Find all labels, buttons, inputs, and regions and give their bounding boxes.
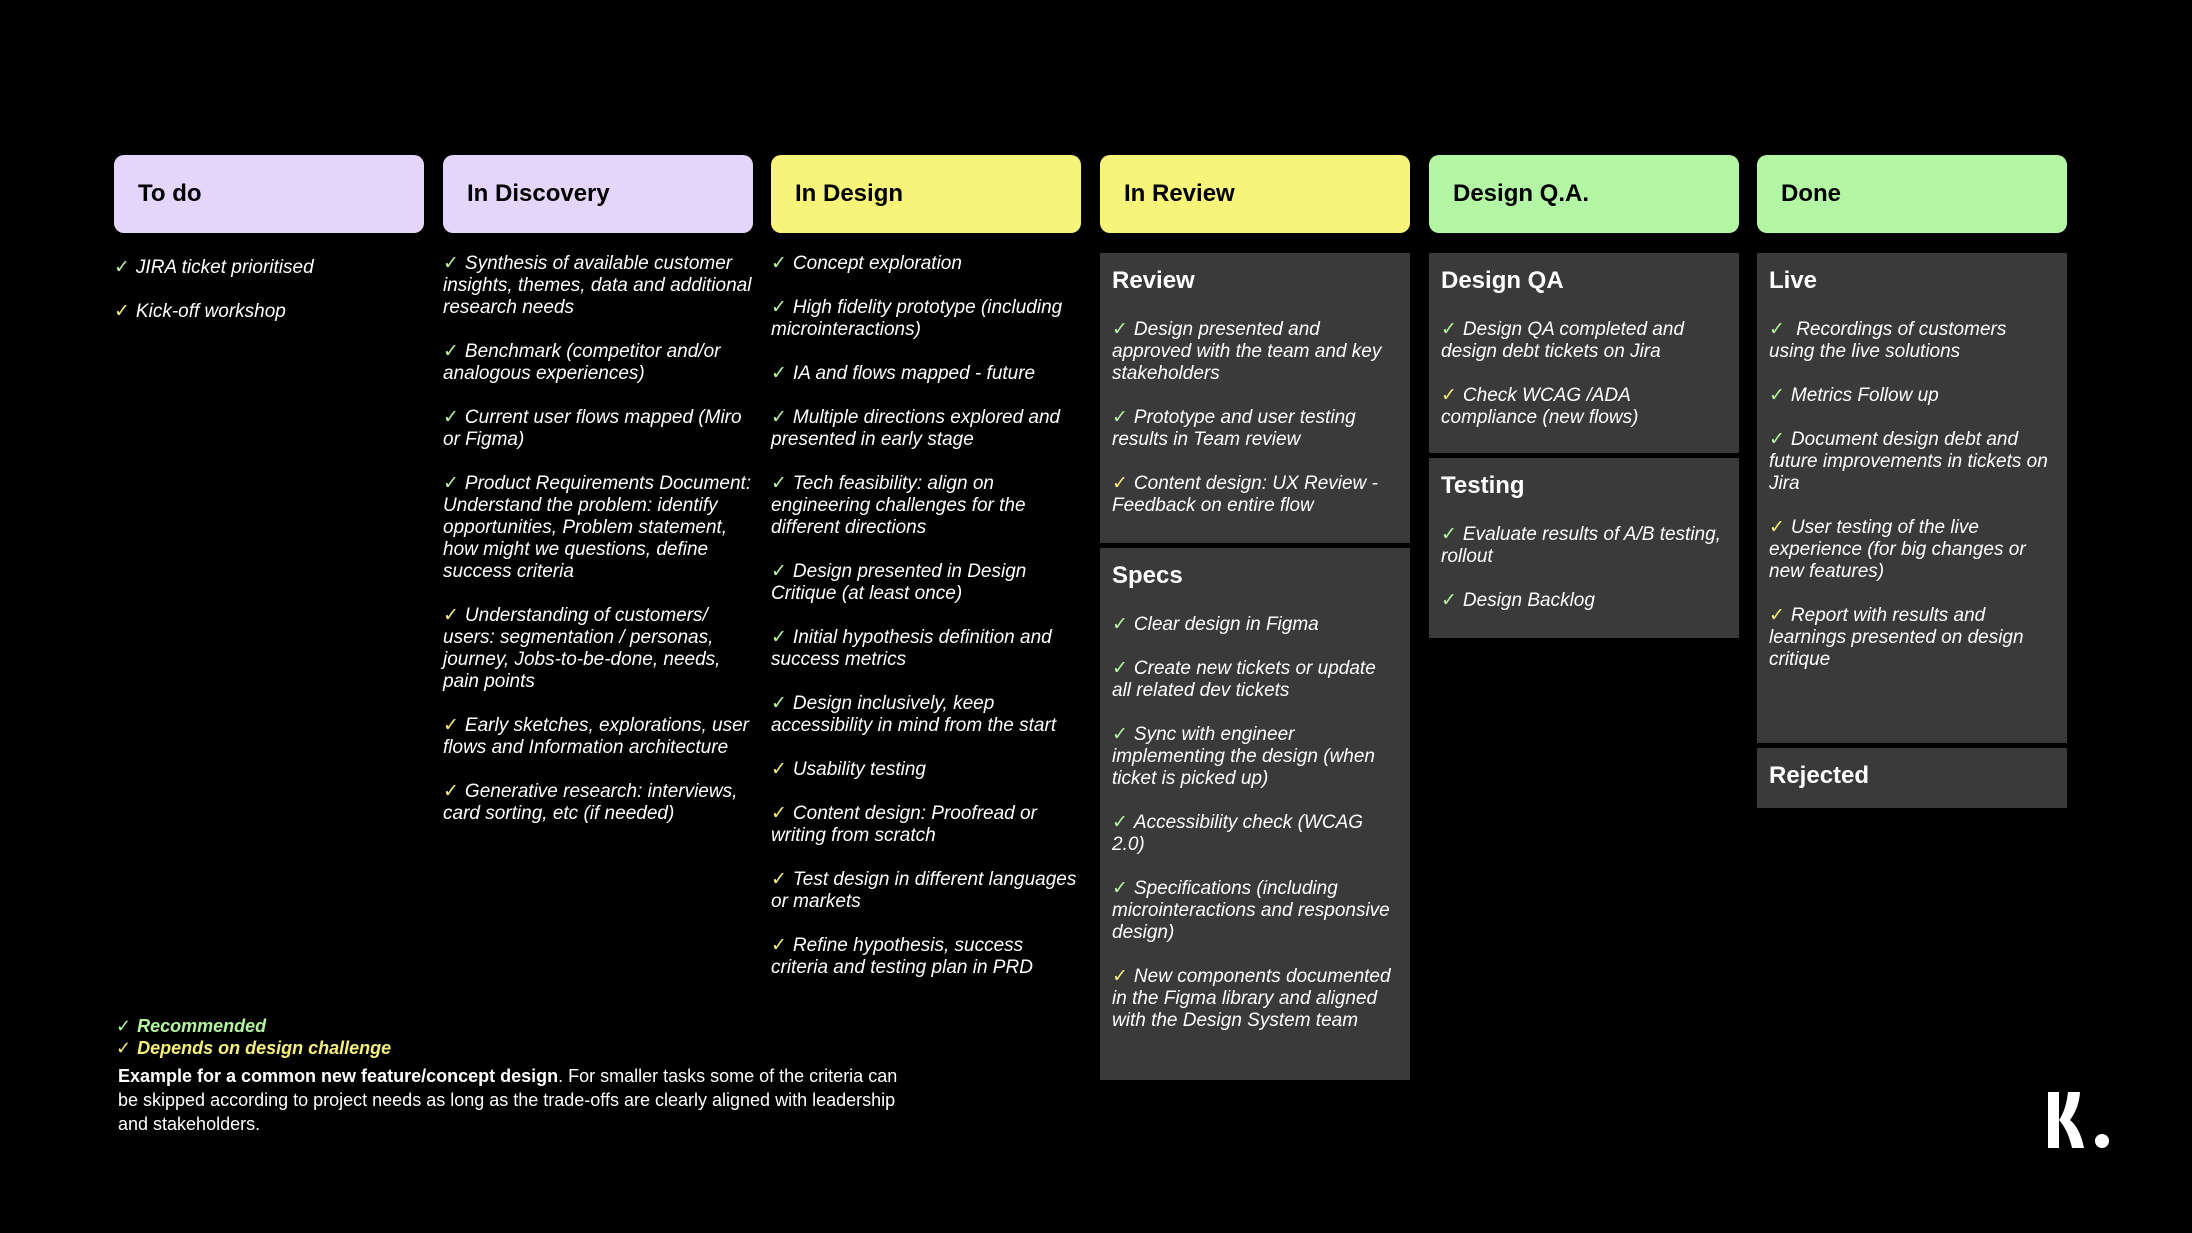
check-icon: ✓ — [1112, 614, 1128, 635]
checklist-item — [1769, 385, 2055, 407]
checklist-item — [443, 473, 753, 583]
check-icon: ✓ — [771, 561, 787, 582]
checklist-item — [1441, 385, 1727, 429]
checklist-item — [1769, 517, 2055, 583]
checklist-item-text: IA and flows mapped - future — [792, 363, 1036, 384]
checklist-item-text: Tech feasibility: align on engineering challenges for the different directions — [771, 473, 1026, 538]
panel-rejected — [1757, 748, 2067, 808]
checklist-item — [1112, 724, 1398, 790]
panel-live — [1757, 253, 2067, 743]
check-icon: ✓ — [771, 253, 787, 274]
check-icon: ✓ — [1441, 524, 1457, 545]
column-header[interactable]: In Design — [771, 155, 1081, 233]
checklist-item — [771, 363, 1081, 385]
check-icon: ✓ — [771, 869, 787, 890]
check-icon: ✓ — [771, 407, 787, 428]
checklist-item-text: Refine hypothesis, success criteria and testing plan in PRD — [771, 935, 1033, 978]
column-header[interactable]: Design Q.A. — [1429, 155, 1739, 233]
panel-specs — [1100, 548, 1410, 1080]
checklist-item — [771, 803, 1081, 847]
check-icon: ✓ — [1769, 319, 1785, 340]
checklist-item-text: Report with results and learnings presented on design critique — [1769, 605, 2024, 670]
checklist-item — [1112, 407, 1398, 451]
checklist-item — [443, 341, 753, 385]
checklist-item-text: Current user flows mapped (Miro or Figma) — [443, 407, 742, 450]
check-icon: ✓ — [1112, 658, 1128, 679]
column-done — [1757, 155, 2067, 813]
panel-title: Rejected — [1769, 762, 1870, 789]
checklist-item — [771, 759, 1081, 781]
panel-review — [1100, 253, 1410, 543]
checklist-item-text: Content design: Proofread or writing from scratch — [771, 803, 1037, 846]
check-icon: ✓ — [1441, 590, 1457, 611]
checklist-item-text: Create new tickets or update all related dev tickets — [1112, 658, 1376, 701]
checklist-item-text: Product Requirements Document: Understand the problem: identify opportunities, Problem statement, how might we questions, define success criteria — [443, 473, 752, 582]
check-icon: ✓ — [443, 781, 459, 802]
column-items — [1757, 253, 2067, 808]
checklist-item — [771, 253, 1081, 275]
column-to-do — [114, 155, 424, 345]
legend — [116, 1015, 391, 1059]
column-items — [1429, 253, 1739, 638]
checklist-item-text: User testing of the live experience (for big changes or new features) — [1769, 517, 2026, 582]
column-header[interactable]: In Discovery — [443, 155, 753, 233]
check-icon: ✓ — [116, 1016, 132, 1036]
check-icon: ✓ — [443, 407, 459, 428]
checklist-item — [1112, 658, 1398, 702]
checklist-item-text: Concept exploration — [792, 253, 962, 274]
column-items — [771, 253, 1081, 979]
check-icon: ✓ — [1112, 319, 1128, 340]
checklist-item — [771, 869, 1081, 913]
checklist-item — [1112, 966, 1398, 1032]
checklist-item-text: Content design: UX Review - Feedback on entire flow — [1112, 473, 1378, 516]
check-icon: ✓ — [1441, 319, 1457, 340]
check-icon: ✓ — [443, 473, 459, 494]
checklist-item — [771, 473, 1081, 539]
checklist-item-text: Kick-off workshop — [135, 301, 286, 322]
column-items — [1100, 253, 1410, 1080]
checklist-item-text: Recordings of customers using the live solutions — [1769, 319, 2007, 362]
check-icon: ✓ — [116, 1038, 132, 1058]
checklist-item-text: Synthesis of available customer insights, themes, data and additional research needs — [443, 253, 752, 318]
footnote — [118, 1064, 918, 1136]
column-in-review — [1100, 155, 1410, 1085]
checklist-item-text: Understanding of customers/ users: segmentation / personas, journey, Jobs-to-be-done, needs, pain points — [443, 605, 721, 692]
check-icon: ✓ — [443, 253, 459, 274]
panel-title: Design QA — [1441, 267, 1564, 294]
checklist-item — [1112, 319, 1398, 385]
checklist-item-text: New components documented in the Figma library and aligned with the Design System team — [1112, 966, 1391, 1031]
check-icon: ✓ — [1769, 517, 1785, 538]
check-icon: ✓ — [443, 341, 459, 362]
column-design-q-a — [1429, 155, 1739, 643]
panel-testing — [1429, 458, 1739, 638]
check-icon: ✓ — [771, 759, 787, 780]
check-icon: ✓ — [114, 257, 130, 278]
checklist-item — [114, 257, 424, 279]
check-icon: ✓ — [771, 935, 787, 956]
checklist-item-text: Design presented and approved with the team and key stakeholders — [1112, 319, 1382, 384]
checklist-item-text: Design Backlog — [1462, 590, 1595, 611]
checklist-item — [771, 407, 1081, 451]
checklist-item — [771, 297, 1081, 341]
check-icon: ✓ — [1112, 812, 1128, 833]
checklist-item-text: Document design debt and future improvements in tickets on Jira — [1769, 429, 2048, 494]
checklist-item — [771, 935, 1081, 979]
checklist-item — [443, 407, 753, 451]
check-icon: ✓ — [1769, 385, 1785, 406]
column-in-design — [771, 155, 1081, 1001]
check-icon: ✓ — [1112, 473, 1128, 494]
check-icon: ✓ — [114, 301, 130, 322]
checklist-item — [114, 301, 424, 323]
checklist-item-text: Test design in different languages or markets — [771, 869, 1077, 912]
legend-recommended: ✓ Recommended — [116, 1016, 267, 1036]
checklist-item — [1112, 473, 1398, 517]
column-header[interactable]: Done — [1757, 155, 2067, 233]
checklist-item-text: JIRA ticket prioritised — [135, 257, 314, 278]
check-icon: ✓ — [771, 803, 787, 824]
checklist-item — [443, 715, 753, 759]
checklist-item-text: Generative research: interviews, card sorting, etc (if needed) — [443, 781, 738, 824]
checklist-item-text: Sync with engineer implementing the design (when ticket is picked up) — [1112, 724, 1375, 789]
panel-title: Review — [1112, 267, 1195, 294]
checklist-item — [443, 605, 753, 693]
checklist-item-text: Benchmark (competitor and/or analogous experiences) — [443, 341, 721, 384]
checklist-item-text: Clear design in Figma — [1133, 614, 1319, 635]
checklist-item-text: Design presented in Design Critique (at least once) — [771, 561, 1027, 604]
check-icon: ✓ — [771, 297, 787, 318]
checklist-item — [1769, 605, 2055, 671]
checklist-item — [1112, 812, 1398, 856]
checklist-item-text: High fidelity prototype (including microinteractions) — [771, 297, 1063, 340]
panel-title: Live — [1769, 267, 1818, 294]
checklist-item — [443, 781, 753, 825]
column-items — [443, 253, 753, 825]
checklist-item-text: Design QA completed and design debt tickets on Jira — [1441, 319, 1685, 362]
checklist-item — [771, 693, 1081, 737]
checklist-item-text: Early sketches, explorations, user flows and Information architecture — [443, 715, 749, 758]
checklist-item-text: Usability testing — [792, 759, 926, 780]
checklist-item — [443, 253, 753, 319]
check-icon: ✓ — [443, 605, 459, 626]
checklist-item — [1112, 878, 1398, 944]
checklist-item — [771, 627, 1081, 671]
column-items — [114, 253, 424, 323]
checklist-item — [771, 561, 1081, 605]
legend-depends: ✓ Depends on design challenge — [116, 1038, 392, 1058]
checklist-item — [1769, 319, 2055, 363]
check-icon: ✓ — [443, 715, 459, 736]
panel-design-qa — [1429, 253, 1739, 453]
checklist-item — [1441, 590, 1727, 612]
checklist-item-text: Evaluate results of A/B testing, rollout — [1441, 524, 1721, 567]
checklist-item-text: Metrics Follow up — [1790, 385, 1939, 406]
checklist-item — [1441, 524, 1727, 568]
check-icon: ✓ — [771, 693, 787, 714]
checklist-item-text: Design inclusively, keep accessibility in mind from the start — [771, 693, 1057, 736]
panel-title: Testing — [1441, 472, 1525, 499]
check-icon: ✓ — [771, 473, 787, 494]
panel-title: Specs — [1112, 562, 1183, 589]
checklist-item — [1441, 319, 1727, 363]
checklist-item-text: Prototype and user testing results in Team review — [1112, 407, 1356, 450]
footnote-text: . For smaller tasks some of the criteria can be skipped according to project needs as long as the trade-offs are clearly aligned with leadership and stakeholders. — [118, 1066, 898, 1134]
checklist-item-text: Check WCAG /ADA compliance (new flows) — [1441, 385, 1639, 428]
footnote-bold: Example for a common new feature/concept design — [118, 1066, 559, 1086]
column-in-discovery — [443, 155, 753, 847]
column-header[interactable]: To do — [114, 155, 424, 233]
checklist-item-text: Accessibility check (WCAG 2.0) — [1112, 812, 1364, 855]
column-header[interactable]: In Review — [1100, 155, 1410, 233]
check-icon: ✓ — [1112, 966, 1128, 987]
check-icon: ✓ — [1112, 724, 1128, 745]
check-icon: ✓ — [1769, 429, 1785, 450]
brand-logo-icon — [2046, 1090, 2114, 1150]
checklist-item-text: Specifications (including microinteractions and responsive design) — [1112, 878, 1390, 943]
check-icon: ✓ — [771, 627, 787, 648]
check-icon: ✓ — [1112, 407, 1128, 428]
checklist-item-text: Multiple directions explored and presented in early stage — [771, 407, 1061, 450]
check-icon: ✓ — [1769, 605, 1785, 626]
check-icon: ✓ — [1112, 878, 1128, 899]
checklist-item-text: Initial hypothesis definition and success metrics — [771, 627, 1052, 670]
checklist-item — [1769, 429, 2055, 495]
checklist-item — [1112, 614, 1398, 636]
check-icon: ✓ — [1441, 385, 1457, 406]
check-icon: ✓ — [771, 363, 787, 384]
